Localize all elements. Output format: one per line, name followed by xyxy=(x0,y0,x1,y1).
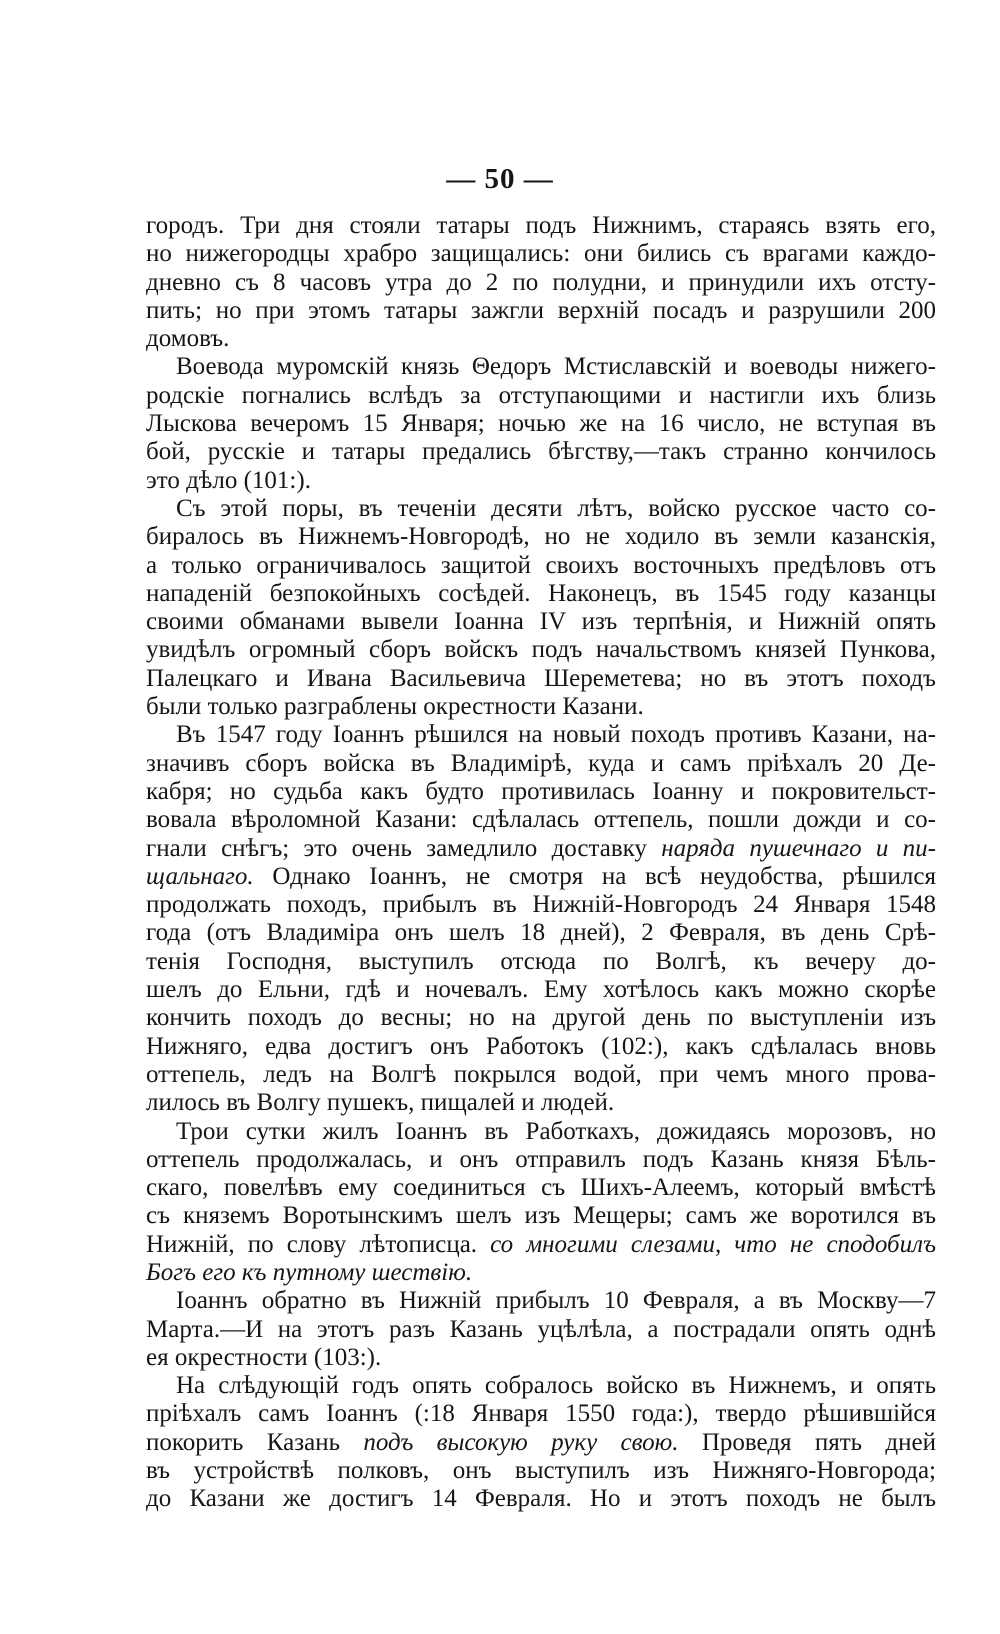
text-line xyxy=(146,721,936,749)
text-segment: вовала вѣроломной Казани: сдѣлалась оттепель, пошли дожди и со- xyxy=(146,806,936,834)
text-segment: Трои сутки жилъ Іоаннъ въ Работкахъ, дожидаясь морозовъ, но xyxy=(176,1117,936,1145)
text-line xyxy=(146,665,936,693)
text-segment: продолжать походъ, прибылъ въ Нижній-Новгородъ 24 Января 1548 xyxy=(146,891,936,919)
text-line xyxy=(146,1259,936,1287)
text-segment: бой, русскіе и татары предались бѣгству,—такъ странно кончилось xyxy=(146,438,936,466)
text-line xyxy=(146,1457,936,1485)
italic-text-segment: Богъ его къ путному шествію. xyxy=(146,1258,473,1286)
text-segment: Проведя пять дней xyxy=(678,1428,936,1456)
text-line xyxy=(146,608,936,636)
text-line xyxy=(146,495,936,523)
text-line xyxy=(146,467,936,495)
text-line xyxy=(146,438,936,466)
text-line xyxy=(146,1344,936,1372)
text-segment: Воевода муромскій князь Θедоръ Мстиславскій и воеводы нижего- xyxy=(176,353,936,381)
text-segment: а только ограничивалось защитой своихъ восточныхъ предѣловъ отъ xyxy=(146,551,936,579)
text-line xyxy=(146,410,936,438)
text-segment: Однако Іоаннъ, не смотря на всѣ неудобства, рѣшился xyxy=(253,862,936,890)
text-segment: домовъ. xyxy=(146,325,230,353)
text-line xyxy=(146,636,936,664)
text-segment: покорить Казань xyxy=(146,1428,364,1456)
text-line xyxy=(146,1146,936,1174)
text-line xyxy=(146,297,936,325)
text-line xyxy=(146,1231,936,1259)
text-line xyxy=(146,948,936,976)
text-line xyxy=(146,1429,936,1457)
text-line xyxy=(146,919,936,947)
page-number: — 50 — xyxy=(446,163,554,195)
text-segment: скаго, повелѣвъ ему соединиться съ Шихъ-Алеемъ, который вмѣстѣ xyxy=(146,1174,936,1202)
text-segment: гнали снѣгъ; это очень замедлило доставку xyxy=(146,834,662,862)
text-line xyxy=(146,325,936,353)
text-segment: до Казани же достигъ 14 Февраля. Но и этотъ походъ не былъ xyxy=(146,1485,936,1513)
text-segment: Лыскова вечеромъ 15 Января; ночью же на 16 число, не вступая въ xyxy=(146,410,936,438)
text-segment: биралось въ Нижнемъ-Новгородѣ, но не ходило въ земли казанскія, xyxy=(146,523,936,551)
text-segment: значивъ сборъ войска въ Владимірѣ, куда и самъ пріѣхалъ 20 Де- xyxy=(146,749,936,777)
text-segment: шелъ до Ельни, гдѣ и ночевалъ. Ему хотѣлось какъ можно скорѣе xyxy=(146,976,936,1004)
text-segment: пріѣхалъ самъ Іоаннъ (:18 Января 1550 года:), твердо рѣшившійся xyxy=(146,1400,936,1428)
text-line xyxy=(146,382,936,410)
italic-text-segment: щальнаго. xyxy=(146,862,254,890)
text-segment: были только разграблены окрестности Казани. xyxy=(146,693,644,721)
text-segment: Марта.—И на этотъ разъ Казань уцѣлѣла, а пострадали опять однѣ xyxy=(146,1315,936,1343)
text-segment: Палецкаго и Ивана Васильевича Шереметева; но въ этотъ походъ xyxy=(146,664,936,692)
text-segment: Іоаннъ обратно въ Нижній прибылъ 10 Февраля, а въ Москву—7 xyxy=(176,1287,936,1315)
text-line xyxy=(146,1372,936,1400)
text-line xyxy=(146,1033,936,1061)
text-segment: увидѣлъ огромный сборъ войскъ подъ начальствомъ князей Пункова, xyxy=(146,636,936,664)
text-segment: лилось въ Волгу пушекъ, пищалей и людей. xyxy=(146,1089,615,1117)
body-text xyxy=(146,212,936,1514)
text-line xyxy=(146,806,936,834)
text-line xyxy=(146,1118,936,1146)
text-segment: городъ. Три дня стояли татары подъ Нижнимъ, стараясь взять его, xyxy=(146,212,936,239)
text-segment: На слѣдующій годъ опять собралось войско въ Нижнемъ, и опять xyxy=(176,1372,936,1400)
text-line xyxy=(146,523,936,551)
text-segment: нападеній безпокойныхъ сосѣдей. Наконецъ, въ 1545 году казанцы xyxy=(146,579,936,607)
text-line xyxy=(146,976,936,1004)
text-line xyxy=(146,1061,936,1089)
text-segment: но нижегородцы храбро защищались: они бились съ врагами каждо- xyxy=(146,240,936,268)
italic-text-segment: со многими слезами, что не сподобилъ xyxy=(490,1230,936,1258)
italic-text-segment: наряда пушечнаго и пи- xyxy=(661,834,936,862)
text-line xyxy=(146,353,936,381)
text-segment: пить; но при этомъ татары зажгли верхній посадъ и разрушили 200 xyxy=(146,296,936,324)
text-segment: ея окрестности (103:). xyxy=(146,1343,382,1371)
text-line xyxy=(146,552,936,580)
text-line xyxy=(146,1089,936,1117)
text-segment: оттепель, ледъ на Волгѣ покрылся водой, при чемъ много прова- xyxy=(146,1060,936,1088)
text-line xyxy=(146,891,936,919)
text-segment: родскіе погнались вслѣдъ за отступающими и настигли ихъ близь xyxy=(146,381,936,409)
text-segment: года (отъ Владиміра онъ шелъ 18 дней), 2 Февраля, въ день Срѣ- xyxy=(146,919,936,947)
text-segment: Нижняго, едва достигъ онъ Работокъ (102:), какъ сдѣлалась вновь xyxy=(146,1032,936,1060)
text-line xyxy=(146,1400,936,1428)
text-segment: Въ 1547 году Іоаннъ рѣшился на новый походъ противъ Казани, на- xyxy=(176,721,936,749)
text-segment: въ устройствѣ полковъ, онъ выступилъ изъ Нижняго-Новгорода; xyxy=(146,1457,936,1485)
text-segment: Нижній, по слову лѣтописца. xyxy=(146,1230,491,1258)
text-segment: тенія Господня, выступилъ отсюда по Волгѣ, къ вечеру до- xyxy=(146,947,936,975)
text-line xyxy=(146,212,936,240)
text-line xyxy=(146,1287,936,1315)
text-segment: съ княземъ Воротынскимъ шелъ изъ Мещеры; самъ же воротился въ xyxy=(146,1202,936,1230)
text-line xyxy=(146,863,936,891)
text-segment: оттепель продолжалась, и онъ отправилъ подъ Казань князя Бѣль- xyxy=(146,1145,936,1173)
text-line xyxy=(146,1004,936,1032)
text-line xyxy=(146,1202,936,1230)
text-line xyxy=(146,1316,936,1344)
text-line xyxy=(146,750,936,778)
text-line xyxy=(146,1174,936,1202)
text-line xyxy=(146,240,936,268)
text-line xyxy=(146,580,936,608)
text-line xyxy=(146,269,936,297)
text-segment: кончить походъ до весны; но на другой день по выступленіи изъ xyxy=(146,1004,936,1032)
text-segment: кабря; но судьба какъ будто противилась Іоанну и покровительст- xyxy=(146,777,936,805)
text-line xyxy=(146,778,936,806)
text-line xyxy=(146,693,936,721)
text-segment: это дѣло (101:). xyxy=(146,466,311,494)
italic-text-segment: подъ высокую руку свою. xyxy=(363,1428,679,1456)
text-segment: дневно съ 8 часовъ утра до 2 по полудни, и принудили ихъ отсту- xyxy=(146,268,936,296)
text-segment: своими обманами вывели Іоанна IV изъ терпѣнія, и Нижній опять xyxy=(146,608,936,636)
text-line xyxy=(146,835,936,863)
text-segment: Съ этой поры, въ теченіи десяти лѣтъ, войско русское часто со- xyxy=(176,494,936,522)
text-line xyxy=(146,1485,936,1513)
